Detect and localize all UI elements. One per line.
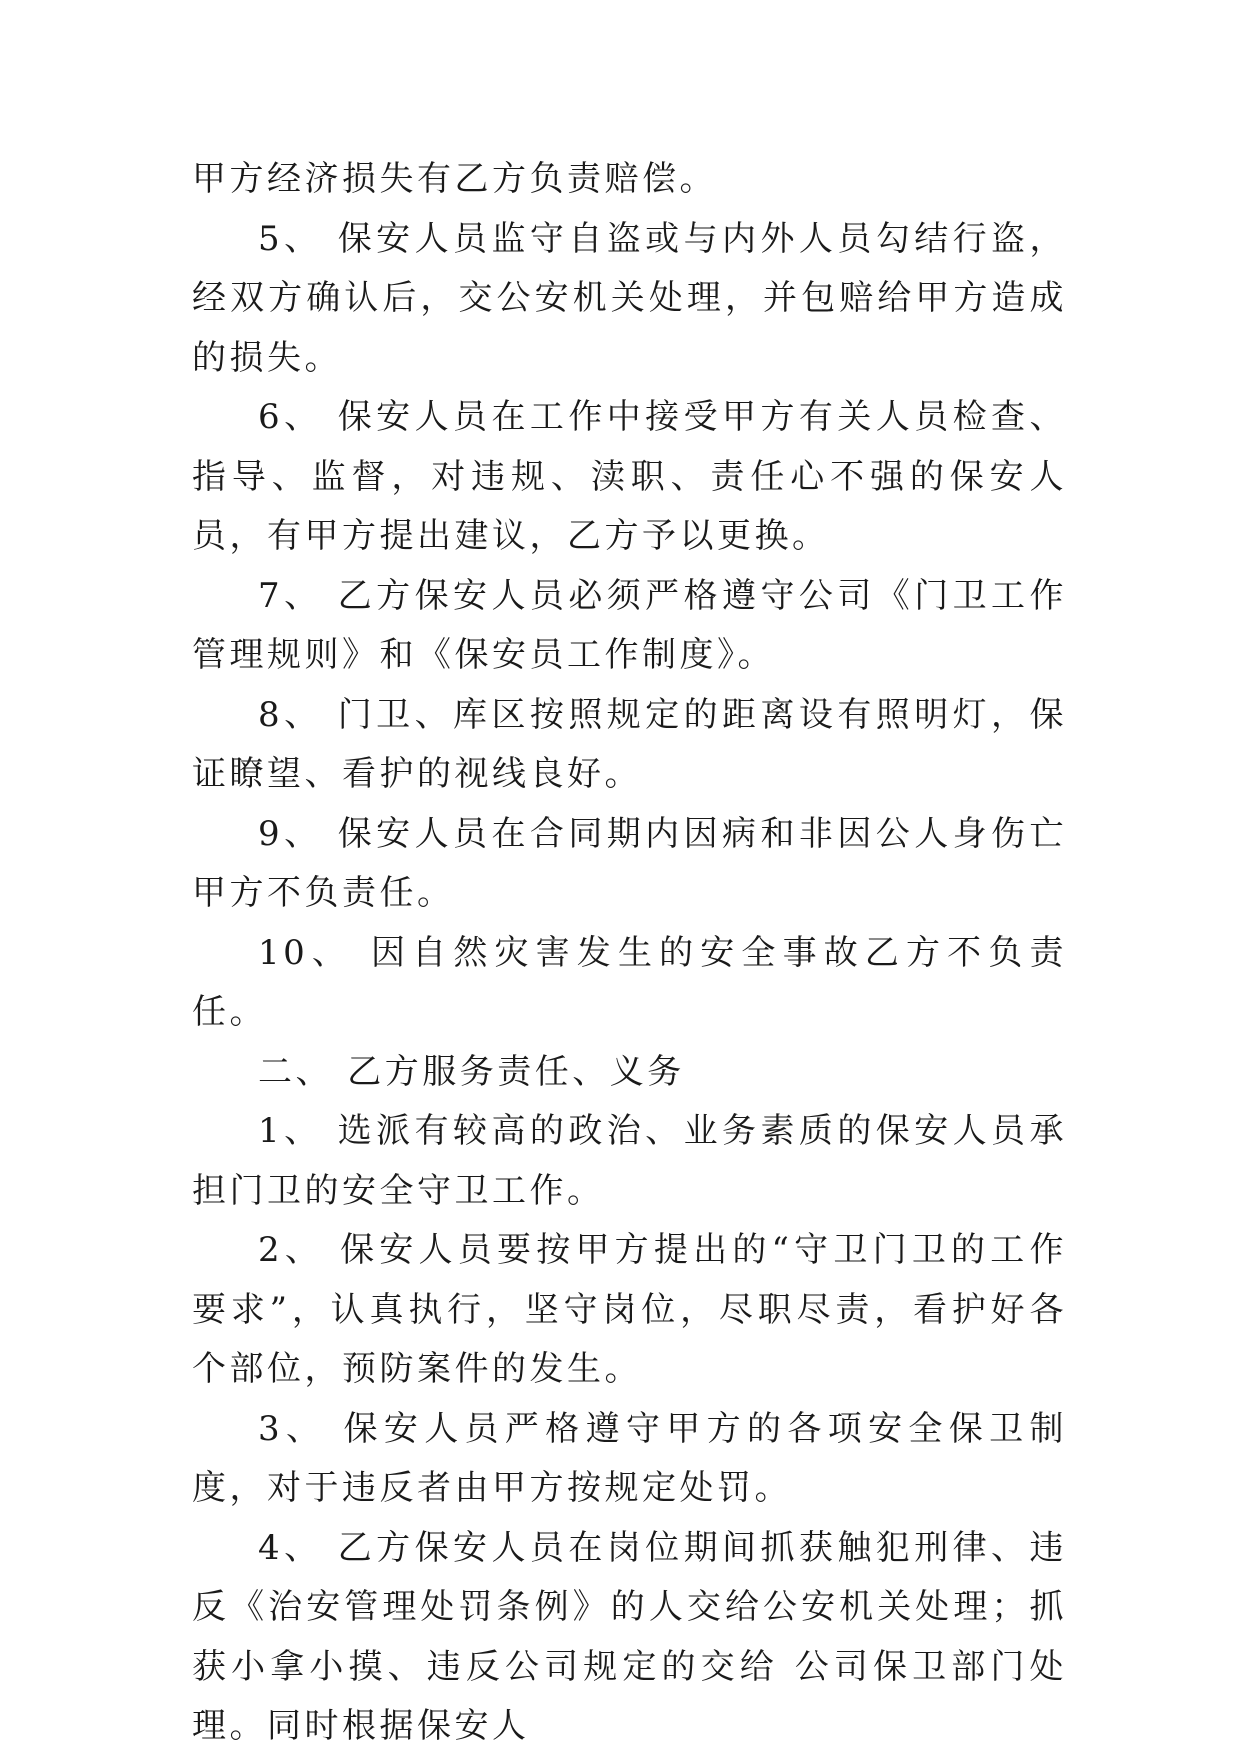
paragraph-11: 4、 乙方保安人员在岗位期间抓获触犯刑律、违反《治安管理处罚条例》的人交给公安机关处理；抓获小拿小摸、违反公司规定的交给 公司保卫部门处理。同时根据保安人 xyxy=(192,1527,1067,1746)
paragraph-3: 7、 乙方保安人员必须严格遵守公司《门卫工作管理规则》和《保安员工作制度》。 xyxy=(192,575,1067,675)
paragraph-9: 2、 保安人员要按甲方提出的“守卫门卫的工作要求”，认真执行，坚守岗位，尽职尽责，看护好各个部位，预防案件的发生。 xyxy=(192,1230,1067,1389)
paragraph-5: 9、 保安人员在合同期内因病和非因公人身伤亡甲方不负责任。 xyxy=(192,813,1067,913)
document-body xyxy=(192,150,1067,1757)
section-heading: 二、 乙方服务责任、义务 xyxy=(258,1051,685,1092)
paragraph-4: 8、 门卫、库区按照规定的距离设有照明灯，保证瞭望、看护的视线良好。 xyxy=(192,694,1067,794)
paragraph-2: 6、 保安人员在工作中接受甲方有关人员检查、指导、监督，对违规、渎职、责任心不强的保安人员，有甲方提出建议，乙方予以更换。 xyxy=(192,397,1067,556)
paragraph-6: 10、 因自然灾害发生的安全事故乙方不负责任。 xyxy=(192,932,1067,1032)
paragraph-8: 1、 选派有较高的政治、业务素质的保安人员承担门卫的安全守卫工作。 xyxy=(192,1111,1067,1211)
paragraph-1: 5、 保安人员监守自盗或与内外人员勾结行盗，经双方确认后，交公安机关处理，并包赔给甲方造成的损失。 xyxy=(192,218,1067,378)
paragraph-0: 甲方经济损失有乙方负责赔偿。 xyxy=(192,159,717,199)
paragraph-10: 3、 保安人员严格遵守甲方的各项安全保卫制度，对于违反者由甲方按规定处罚。 xyxy=(192,1408,1067,1508)
